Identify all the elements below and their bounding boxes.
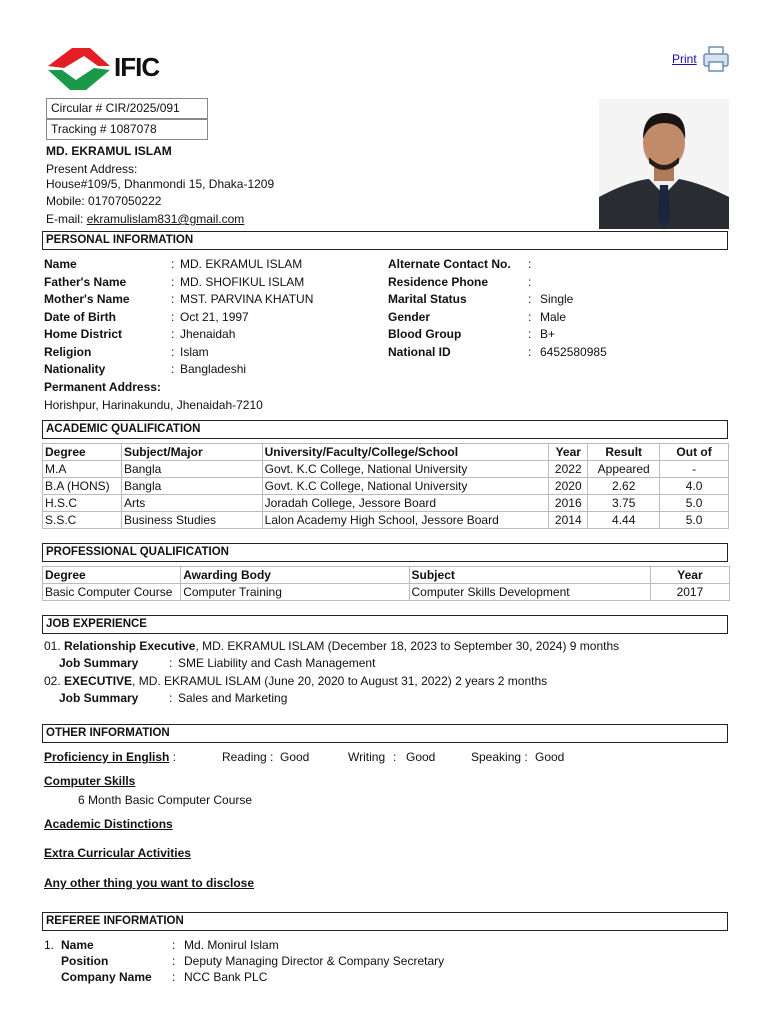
col-subject: Subject/Major (121, 444, 262, 461)
value-marital-status: Single (540, 292, 574, 306)
job-number: 02. (44, 674, 61, 688)
job-title: Relationship Executive (64, 639, 196, 653)
section-professional-qualification: PROFESSIONAL QUALIFICATION (42, 543, 728, 562)
section-personal-information: PERSONAL INFORMATION (42, 231, 728, 250)
colon: : (169, 691, 173, 705)
cell: 2022 (549, 461, 588, 478)
cell: 2016 (549, 495, 588, 512)
cell: Bangla (121, 478, 262, 495)
colon: : (172, 938, 176, 952)
mobile: Mobile: 01707050222 (46, 194, 162, 208)
cell: Arts (121, 495, 262, 512)
value-fathers-name: MD. SHOFIKUL ISLAM (180, 275, 305, 289)
table-row (43, 584, 730, 601)
value-nationality: Bangladeshi (180, 362, 247, 376)
academic-distinctions-label: Academic Distinctions (44, 817, 173, 831)
table-row (43, 512, 729, 529)
cell: 2014 (549, 512, 588, 529)
label-blood-group: Blood Group (388, 327, 462, 341)
academic-header-row (43, 444, 729, 461)
colon: : (171, 362, 175, 376)
table-row (43, 495, 729, 512)
value-gender: Male (540, 310, 567, 324)
cell: 5.0 (660, 495, 729, 512)
section-academic-qualification: ACADEMIC QUALIFICATION (42, 420, 728, 439)
colon: : (171, 257, 175, 271)
label-dob: Date of Birth (44, 310, 116, 324)
colon: : (528, 345, 532, 359)
referee-name-label: Name (61, 938, 94, 952)
cell: Lalon Academy High School, Jessore Board (262, 512, 549, 529)
value-blood-group: B+ (540, 327, 556, 341)
table-row (43, 461, 729, 478)
section-job-experience: JOB EXPERIENCE (42, 615, 728, 634)
value-home-district: Jhenaidah (180, 327, 236, 341)
label-marital-status: Marital Status (388, 292, 467, 306)
reading-label: Reading : (222, 750, 274, 764)
label-permanent-address: Permanent Address: (44, 380, 161, 394)
applicant-name: MD. EKRAMUL ISLAM (46, 144, 172, 158)
job-summary: SME Liability and Cash Management (178, 656, 376, 670)
label-home-district: Home District (44, 327, 123, 341)
label-religion: Religion (44, 345, 92, 359)
colon: : (528, 257, 532, 271)
col-year: Year (549, 444, 588, 461)
cell: Appeared (588, 461, 660, 478)
cell: Bangla (121, 461, 262, 478)
colon: : (528, 292, 532, 306)
value-name: MD. EKRAMUL ISLAM (180, 257, 303, 271)
job-details: , MD. EKRAMUL ISLAM (June 20, 2020 to August 31, 2022) 2 years 2 months (132, 674, 548, 688)
value-dob: Oct 21, 1997 (180, 310, 249, 324)
col-awarding-body: Awarding Body (181, 567, 409, 584)
section-referee-information: REFEREE INFORMATION (42, 912, 728, 931)
disclose-label: Any other thing you want to disclose (44, 876, 255, 890)
col-result: Result (588, 444, 660, 461)
print-link[interactable]: Print (672, 52, 697, 66)
cell: 4.44 (588, 512, 660, 529)
value-religion: Islam (180, 345, 209, 359)
english-proficiency-label: Proficiency in English (44, 750, 170, 764)
cell: Business Studies (121, 512, 262, 529)
email-row (46, 212, 244, 226)
professional-table (42, 566, 730, 601)
present-address-label: Present Address: (46, 162, 138, 176)
academic-table (42, 443, 729, 529)
col-degree: Degree (43, 567, 181, 584)
job-item-1 (44, 639, 619, 653)
job-summary-label: Job Summary (59, 656, 139, 670)
cell: Computer Skills Development (409, 584, 650, 601)
reading-value: Good (280, 750, 310, 764)
english-proficiency-row: Proficiency in English : (44, 750, 177, 764)
colon: : (171, 327, 175, 341)
cell: Basic Computer Course (43, 584, 181, 601)
label-fathers-name: Father's Name (44, 275, 127, 289)
colon: : (528, 310, 532, 324)
referee-number: 1. (44, 938, 55, 952)
ific-logo (48, 46, 168, 92)
col-year: Year (650, 567, 729, 584)
colon: : (172, 954, 176, 968)
col-degree: Degree (43, 444, 122, 461)
job-summary: Sales and Marketing (178, 691, 288, 705)
applicant-photo (599, 99, 729, 229)
label-name: Name (44, 257, 77, 271)
cell: M.A (43, 461, 122, 478)
tracking-number: Tracking # 1087078 (46, 119, 208, 140)
cell: - (660, 461, 729, 478)
value-mothers-name: MST. PARVINA KHATUN (180, 292, 314, 306)
cell: Govt. K.C College, National University (262, 478, 549, 495)
cell: 2020 (549, 478, 588, 495)
cell: Govt. K.C College, National University (262, 461, 549, 478)
writing-label: Writing (348, 750, 386, 764)
circular-number: Circular # CIR/2025/091 (46, 98, 208, 119)
colon: : (172, 970, 176, 984)
colon: : (171, 292, 175, 306)
label-residence-phone: Residence Phone (388, 275, 489, 289)
professional-header-row (43, 567, 730, 584)
job-summary-label: Job Summary (59, 691, 139, 705)
colon: : (171, 345, 175, 359)
job-title: EXECUTIVE (64, 674, 133, 688)
job-number: 01. (44, 639, 61, 653)
label-mothers-name: Mother's Name (44, 292, 130, 306)
job-details: , MD. EKRAMUL ISLAM (December 18, 2023 to September 30, 2024) 9 months (195, 639, 620, 653)
cell: S.S.C (43, 512, 122, 529)
cell: 4.0 (660, 478, 729, 495)
colon: : (393, 750, 397, 764)
section-other-information: OTHER INFORMATION (42, 724, 728, 743)
job-item-2 (44, 674, 547, 688)
colon: : (169, 656, 173, 670)
referee-company-label: Company Name (61, 970, 152, 984)
email-link[interactable]: ekramulislam831@gmail.com (86, 212, 245, 226)
writing-value: Good (406, 750, 436, 764)
col-institution: University/Faculty/College/School (262, 444, 549, 461)
col-out-of: Out of (660, 444, 729, 461)
printer-icon[interactable] (701, 44, 731, 74)
present-address: House#109/5, Dhanmondi 15, Dhaka-1209 (46, 177, 275, 191)
cell: 5.0 (660, 512, 729, 529)
colon: : (171, 275, 175, 289)
extra-curricular-label: Extra Curricular Activities (44, 846, 191, 860)
cell: 2017 (650, 584, 729, 601)
speaking-value: Good (535, 750, 565, 764)
speaking-label: Speaking : (471, 750, 528, 764)
label-gender: Gender (388, 310, 431, 324)
computer-skills-value: 6 Month Basic Computer Course (78, 793, 253, 807)
email-label: E-mail: (46, 212, 84, 226)
label-nationality: Nationality (44, 362, 106, 376)
cell: 2.62 (588, 478, 660, 495)
label-alternate-contact: Alternate Contact No. (388, 257, 511, 271)
computer-skills-label: Computer Skills (44, 774, 136, 788)
table-row (43, 478, 729, 495)
cell: Computer Training (181, 584, 409, 601)
col-subject: Subject (409, 567, 650, 584)
referee-name-value: Md. Monirul Islam (184, 938, 279, 952)
cell: B.A (HONS) (43, 478, 122, 495)
value-permanent-address: Horishpur, Harinakundu, Jhenaidah-7210 (44, 398, 263, 412)
cell: 3.75 (588, 495, 660, 512)
colon: : (528, 327, 532, 341)
label-national-id: National ID (388, 345, 451, 359)
referee-position-label: Position (61, 954, 109, 968)
colon: : (171, 310, 175, 324)
cell: H.S.C (43, 495, 122, 512)
referee-position-value: Deputy Managing Director & Company Secretary (184, 954, 445, 968)
colon: : (528, 275, 532, 289)
ific-logo-text: IFIC (114, 52, 160, 82)
referee-company-value: NCC Bank PLC (184, 970, 268, 984)
value-national-id: 6452580985 (540, 345, 607, 359)
cell: Joradah College, Jessore Board (262, 495, 549, 512)
